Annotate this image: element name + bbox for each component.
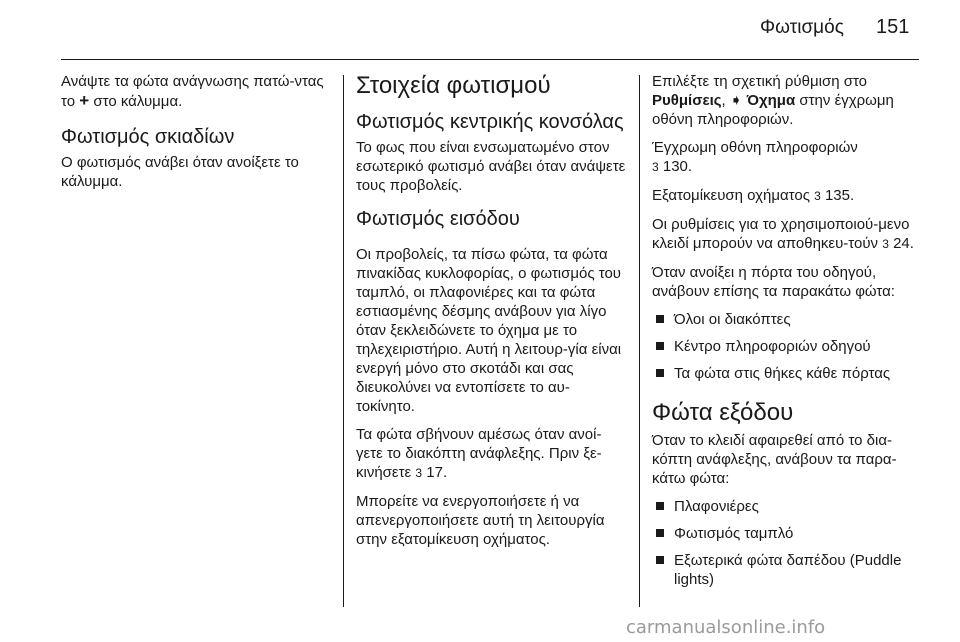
info-display-reference (652, 138, 924, 177)
page-reference: 135. (824, 187, 855, 204)
heading-entry-lighting: Φωτισμός εισόδου (356, 208, 520, 230)
page-number: 151 (876, 16, 910, 38)
reading-lights-paragraph (61, 72, 329, 111)
key-settings-paragraph (652, 215, 924, 254)
page-reference: 24. (893, 235, 914, 252)
column-1 (61, 72, 329, 200)
key-settings-text: Οι ρυθμίσεις για το χρησιμοποιού-μενο κλειδί μπορούν να αποθηκευ-τούν (652, 216, 910, 252)
column-3 (652, 72, 924, 598)
entry-lighting-paragraph-1: Οι προβολείς, τα πίσω φώτα, τα φώτα πινακίδας κυκλοφορίας, ο φωτισμός του ταμπλό, οι πλαφονιέρες και τα φώτα εστιασμένης δέσμης ανάβουν για λίγο όταν ξεκλειδώνετε το όχημα με το τηλεχειριστήριο. Αυτή η λειτουρ-γία είναι ενεργή μόνο στο σκοτάδι και σας διευκολύνει να εντοπίσετε το αυ-τοκίνητο. (356, 246, 622, 415)
page-reference: 130. (662, 158, 693, 175)
page-header (0, 0, 960, 56)
list-item: Όλοι οι διακόπτες (652, 310, 924, 329)
page-reference-arrow-icon: 3 (652, 160, 659, 174)
list-item: Πλαφονιέρες (652, 497, 924, 516)
settings-paragraph (652, 72, 924, 129)
header-rule (61, 59, 919, 60)
heading-center-console-lighting: Φωτισμός κεντρικής κονσόλας (356, 111, 624, 133)
page-reference-arrow-icon: 3 (814, 189, 821, 203)
list-item: Κέντρο πληροφοριών οδηγού (652, 337, 924, 356)
entry-lighting-paragraph-2 (356, 425, 628, 483)
page-reference-arrow-icon: 3 (882, 237, 889, 251)
page-reference-arrow-icon: 3 (415, 466, 423, 480)
list-item: Εξωτερικά φώτα δαπέδου (Puddle lights) (652, 551, 924, 589)
plus-icon: + (79, 91, 90, 110)
list-item: Τα φώτα στις θήκες κάθε πόρτας (652, 364, 924, 383)
shade-lighting-paragraph: Ο φωτισμός ανάβει όταν ανοίξετε το κάλυμμα. (61, 154, 299, 190)
heading-shade-lighting: Φωτισμός σκιαδίων (61, 126, 235, 148)
settings-text-b: στην έγχρωμη οθόνη πληροφοριών. (652, 92, 894, 128)
heading-exit-lights: Φώτα εξόδου (652, 399, 794, 426)
settings-text-a: Επιλέξτε τη σχετική ρύθμιση στο (652, 73, 868, 90)
vehicle-menu-label: Όχημα (746, 92, 796, 109)
reading-lights-text-a: Ανάψτε τα φώτα ανάγνωσης πατώ-ντας το (61, 73, 324, 110)
menu-arrow-icon: , ➧ (721, 92, 743, 109)
entry-lighting-text: Τα φώτα σβήνουν αμέσως όταν ανοί-γετε το διακόπτη ανάφλεξης. Πριν ξε-κινήσετε (356, 426, 602, 481)
heading-lighting-elements: Στοιχεία φωτισμού (356, 72, 551, 99)
info-display-text: Έγχρωμη οθόνη πληροφοριών (652, 139, 858, 156)
column-divider-1 (343, 75, 344, 607)
personalisation-text: Εξατομίκευση οχήματος (652, 187, 810, 204)
column-divider-2 (639, 75, 640, 607)
settings-menu-label: Ρυθμίσεις (652, 92, 722, 109)
reading-lights-text-b: στο κάλυμμα. (93, 93, 183, 110)
page-reference: 17. (426, 464, 448, 481)
column-2 (356, 72, 628, 558)
console-lighting-paragraph: Το φως που είναι ενσωματωμένο στον εσωτερικό φωτισμό ανάβει όταν ανάψετε τους προβολείς. (356, 139, 626, 194)
personalisation-reference (652, 186, 924, 206)
exit-lights-paragraph: Όταν το κλειδί αφαιρεθεί από το δια-κόπτη ανάφλεξης, ανάβουν τα παρα-κάτω φώτα: (652, 432, 897, 487)
running-title: Φωτισμός (760, 17, 844, 38)
driver-door-lights-list (652, 310, 924, 383)
watermark: carmanualsonline.info (626, 617, 826, 638)
exit-lights-list (652, 497, 924, 589)
list-item: Φωτισμός ταμπλό (652, 524, 924, 543)
driver-door-paragraph: Όταν ανοίξει η πόρτα του οδηγού, ανάβουν επίσης τα παρακάτω φώτα: (652, 264, 895, 300)
entry-lighting-paragraph-3: Μπορείτε να ενεργοποιήσετε ή να απενεργοποιήσετε αυτή τη λειτουργία στην εξατομίκευση οχήματος. (356, 493, 605, 548)
